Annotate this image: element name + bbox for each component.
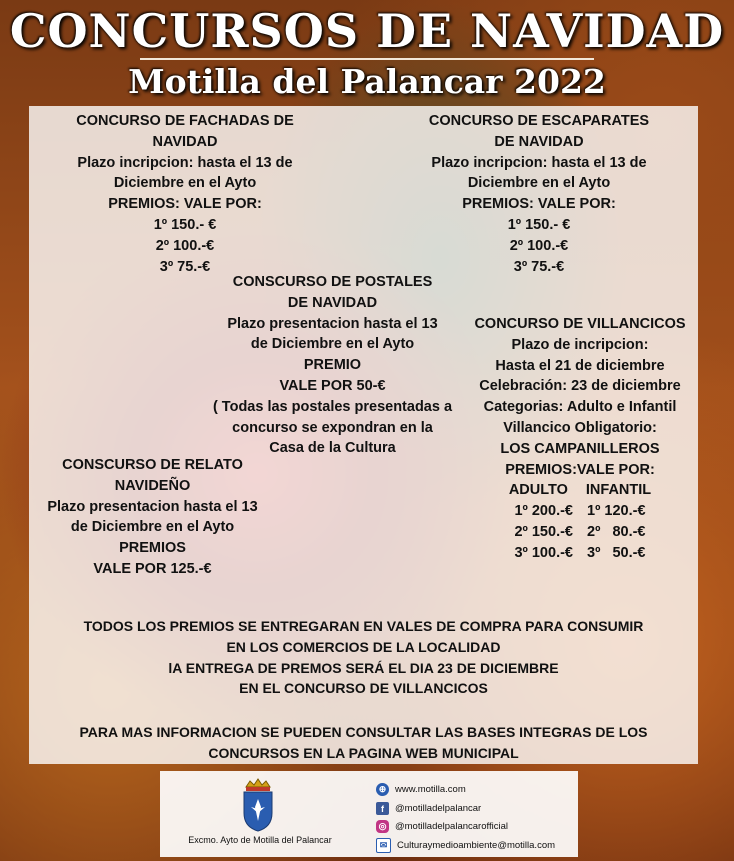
escaparates-line: 3º 75.-€: [513, 258, 565, 275]
postales-line: PREMIO: [303, 357, 362, 374]
fachadas-line: PREMIOS: VALE POR:: [108, 196, 262, 213]
facebook-text: @motilladelpalancar: [395, 803, 482, 814]
adulto-prize: 3º 100.-€: [514, 544, 573, 561]
fachadas-contest: [50, 111, 320, 277]
notice-line: EN EL CONCURSO DE VILLANCICOS: [239, 680, 488, 697]
facebook-contact[interactable]: [376, 802, 481, 815]
villancicos-line: CONCURSO DE VILLANCICOS: [474, 316, 686, 332]
villancicos-line: Villancico Obligatorio:: [503, 419, 657, 436]
more-info: [30, 722, 697, 764]
instagram-text: @motilladelpalancarofficial: [395, 821, 508, 832]
instagram-icon: ◎: [376, 820, 389, 833]
relato-line: CONSCURSO DE RELATO: [62, 457, 243, 473]
adulto-prize: 2º 150.-€: [514, 523, 573, 540]
fachadas-line: NAVIDAD: [152, 133, 218, 150]
villancicos-line: Plazo de incripcion:: [511, 336, 649, 353]
villancicos-prize-row: [460, 543, 700, 564]
relato-line: VALE POR 125.-€: [93, 560, 212, 577]
villancicos-contest: [460, 314, 700, 564]
relato-line: Plazo presentacion hasta el 13: [47, 498, 258, 515]
postales-line: Plazo presentacion hasta el 13: [227, 315, 438, 332]
postales-line: concurso se expondran en la: [232, 419, 433, 436]
villancicos-prize-row: [460, 522, 700, 543]
fachadas-line: 2º 100.-€: [155, 237, 215, 254]
fachadas-line: Plazo incripcion: hasta el 13 de: [77, 154, 293, 171]
organization-name: Excmo. Ayto de Motilla del Palancar: [188, 835, 332, 845]
escaparates-line: 2º 100.-€: [509, 237, 569, 254]
escaparates-line: CONCURSO DE ESCAPARATES: [428, 113, 650, 129]
info-line: PARA MAS INFORMACION SE PUEDEN CONSULTAR LAS BASES INTEGRAS DE LOS: [79, 724, 648, 740]
relato-line: de Diciembre en el Ayto: [70, 519, 235, 536]
infantil-prize: 1º 120.-€: [587, 503, 646, 520]
escaparates-line: Diciembre en el Ayto: [467, 175, 611, 192]
fachadas-line: Diciembre en el Ayto: [113, 175, 257, 192]
email-text: Culturaymedioambiente@motilla.com: [397, 840, 556, 851]
instagram-contact[interactable]: [376, 820, 508, 833]
relato-contest: [20, 455, 285, 580]
infantil-prize: 3º 50.-€: [587, 544, 646, 561]
page-subtitle: Motilla del Palancar 2022: [128, 62, 606, 101]
villancicos-line: Categorias: Adulto e Infantil: [483, 399, 677, 416]
postales-line: Casa de la Cultura: [269, 440, 396, 457]
postales-line: DE NAVIDAD: [287, 294, 378, 311]
facebook-icon: f: [376, 802, 389, 815]
website-text: www.motilla.com: [395, 784, 466, 795]
villancicos-line: Hasta el 21 de diciembre: [495, 357, 665, 374]
page-title: CONCURSOS DE NAVIDAD: [9, 4, 725, 58]
postales-line: ( Todas las postales presentadas a: [212, 398, 453, 415]
villancicos-columns: [460, 480, 700, 501]
website-contact[interactable]: [376, 783, 466, 796]
col-infantil-label: INFANTIL: [585, 482, 652, 499]
municipal-crest-icon: [238, 777, 278, 833]
escaparates-line: Plazo incripcion: hasta el 13 de: [431, 154, 647, 171]
notice-line: EN LOS COMERCIOS DE LA LOCALIDAD: [226, 638, 501, 655]
col-adulto-label: ADULTO: [508, 482, 568, 499]
adulto-prize: 1º 200.-€: [514, 503, 573, 520]
notice-line: lA ENTREGA DE PREMOS SERÁ EL DIA 23 DE DICIEMBRE: [168, 659, 559, 676]
escaparates-line: DE NAVIDAD: [494, 133, 584, 150]
relato-line: NAVIDEÑO: [114, 477, 191, 494]
villancicos-line: Celebración: 23 de diciembre: [479, 378, 681, 395]
villancicos-prize-row: [460, 501, 700, 522]
info-line: CONCURSOS EN LA PAGINA WEB MUNICIPAL: [208, 744, 519, 761]
footer-contact-box: [160, 771, 578, 857]
prizes-notice: [30, 616, 697, 699]
postales-line: de Diciembre en el Ayto: [250, 336, 415, 353]
postales-contest: [195, 272, 470, 459]
postales-line: VALE POR 50-€: [279, 377, 386, 394]
notice-line: TODOS LOS PREMIOS SE ENTREGARAN EN VALES DE COMPRA PARA CONSUMIR: [83, 618, 644, 634]
fachadas-line: CONCURSO DE FACHADAS DE: [76, 113, 294, 129]
relato-line: PREMIOS: [119, 540, 186, 557]
escaparates-line: 1º 150.- €: [507, 216, 571, 233]
postales-line: CONSCURSO DE POSTALES: [232, 274, 433, 290]
villancicos-line: LOS CAMPANILLEROS: [500, 440, 660, 457]
mail-icon: ✉: [376, 838, 391, 853]
escaparates-contest: [404, 111, 674, 277]
title-divider: [140, 58, 594, 60]
fachadas-line: 3º 75.-€: [159, 258, 211, 275]
infantil-prize: 2º 80.-€: [587, 523, 646, 540]
fachadas-line: 1º 150.- €: [153, 216, 217, 233]
globe-icon: ⊕: [376, 783, 389, 796]
email-contact[interactable]: [376, 838, 555, 853]
villancicos-line: PREMIOS:VALE POR:: [505, 461, 655, 478]
escaparates-line: PREMIOS: VALE POR:: [462, 196, 616, 213]
